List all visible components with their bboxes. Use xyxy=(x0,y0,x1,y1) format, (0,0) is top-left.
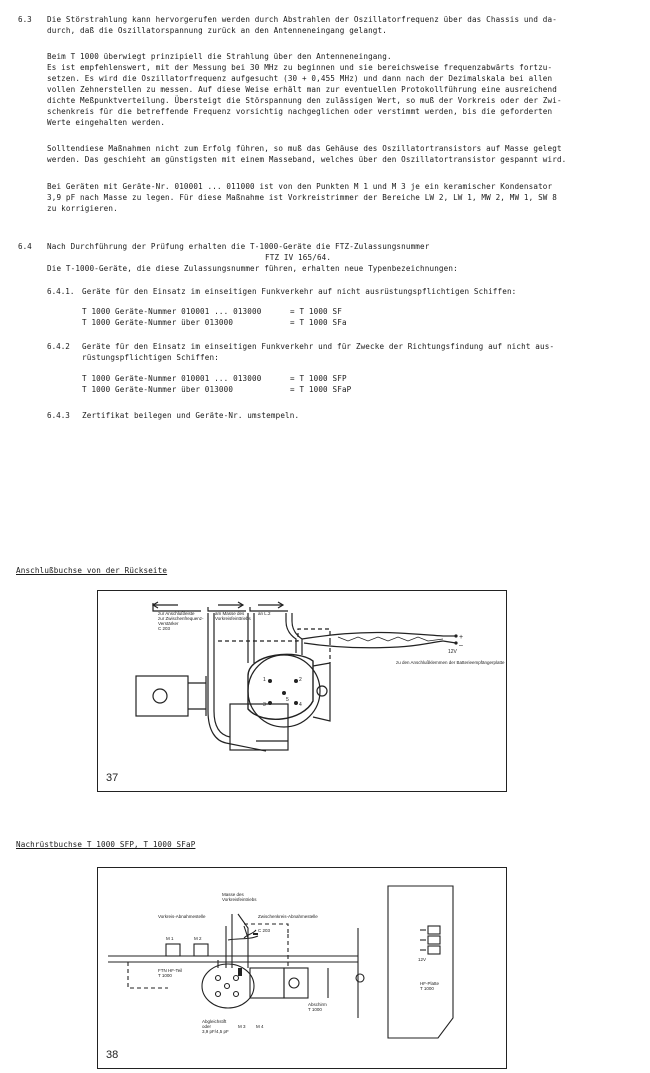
type-row-right: = T 1000 SFa xyxy=(290,318,347,327)
subsection-text: Zertifikat beilegen und Geräte-Nr. umstempeln. xyxy=(82,411,300,420)
figure-37 xyxy=(97,590,507,792)
fig37-pin: 3 xyxy=(263,702,266,708)
fig38-label-top: Vorkreisfeintriebs xyxy=(222,897,257,902)
fig37-label-wire: zu den Anschlußklemmen der Batterieempfängerplatte xyxy=(396,660,505,665)
paragraph-line: Nach Durchführung der Prüfung erhalten die T-1000-Geräte die FTZ-Zulassungsnummer xyxy=(47,242,430,251)
fig38-label-top: Masse des xyxy=(222,892,244,897)
ftz-number: FTZ IV 165/64. xyxy=(265,253,332,262)
fig38-ftn: T 1000 xyxy=(158,973,172,978)
type-row-left: T 1000 Geräte-Nummer über 013000 xyxy=(82,385,234,394)
fig37-label-left: zur Anschlußleiste xyxy=(158,611,195,616)
subsection-number-6-4-2: 6.4.2 xyxy=(47,342,70,351)
fig38-m4: M 4 xyxy=(256,1024,264,1029)
fig38-m1: M 1 xyxy=(166,936,174,941)
fig37-pin: 4 xyxy=(299,702,302,708)
fig37-pin: 5 xyxy=(286,697,289,703)
type-row-right: = T 1000 SFP xyxy=(290,374,347,383)
paragraph-line: Werte eingehalten werden. xyxy=(47,118,166,127)
fig37-label-left: zur Zwischenfrequenz- xyxy=(158,616,204,621)
fig37-pin: 1 xyxy=(263,677,266,683)
subsection-text: rüstungspflichtigen Schiffen: xyxy=(82,353,219,362)
type-row-right: = T 1000 SF xyxy=(290,307,342,316)
paragraph-line: Es ist empfehlenswert, mit der Messung bei 30 MHz zu beginnen und sie bereichsweise frequenzabwärts fortzu- xyxy=(47,63,553,72)
fig38-panel-volt: 12V xyxy=(418,957,427,962)
paragraph-line: Die T-1000-Geräte, die diese Zulassungsnummer führen, erhalten neue Typenbezeichnungen: xyxy=(47,264,458,273)
fig37-label-left: Verstärker xyxy=(158,621,179,626)
type-row-left: T 1000 Geräte-Nummer 010001 ... 013000 xyxy=(82,374,262,383)
subsection-text: Geräte für den Einsatz im einseitigen Funkverkehr und für Zwecke der Richtungsfindung auf nicht aus- xyxy=(82,342,555,351)
paragraph-line: dichte Meßpunktverteilung. Übersteigt die Störspannung den zulässigen Wert, so muß der Vorkreis oder der Zwi- xyxy=(47,96,562,105)
figure-37-number: 37 xyxy=(106,772,119,784)
subsection-number-6-4-3: 6.4.3 xyxy=(47,411,70,420)
paragraph-line: 3,9 pF nach Masse zu legen. Für diese Maßnahme ist Vorkreistrimmer der Bereiche LW 2, LW 1, MW 2, MW 1, SW 8 xyxy=(47,193,557,202)
paragraph-line: Beim T 1000 überwiegt prinzipiell die Strahlung über den Antenneneingang. xyxy=(47,52,392,61)
figure-37-heading: Anschlußbuchse von der Rückseite xyxy=(16,566,168,575)
type-row-left: T 1000 Geräte-Nummer über 013000 xyxy=(82,318,234,327)
fig38-panel-label: HF-Platte xyxy=(420,981,440,986)
fig37-minus: – xyxy=(459,642,463,649)
fig38-ftn: FTN HF-Teil xyxy=(158,968,183,973)
paragraph-line: zu korrigieren. xyxy=(47,204,118,213)
fig38-label-zf: Zwischenkreis-Abnahmestelle xyxy=(258,914,318,919)
paragraph-line: schenkreis für die betreffende Frequenz vorsichtig nachgeglichen oder verstimmt werden, bis die geforderten xyxy=(47,107,553,116)
section-number-6-3: 6.3 xyxy=(18,15,32,24)
paragraph-line: vollen Zehnerstellen zu messen. Auf diese Weise erhält man zur eventuellen Protokollführung eine ausreichend xyxy=(47,85,557,94)
fig37-label-mid: am Masse des xyxy=(215,611,245,616)
fig37-label-right: an L.2 xyxy=(258,611,271,616)
subsection-text: Geräte für den Einsatz im einseitigen Funkverkehr auf nicht ausrüstungspflichtigen Schiffen: xyxy=(82,287,517,296)
fig38-abs: T 1000 xyxy=(308,1007,322,1012)
fig38-abs: Abschirm xyxy=(308,1002,327,1007)
type-row-left: T 1000 Geräte-Nummer 010001 ... 013000 xyxy=(82,307,262,316)
fig37-pin: 2 xyxy=(299,677,302,683)
fig38-bottom: 3,9 pF/4,5 pF xyxy=(202,1029,229,1034)
fig38-bottom: Abgleichstift xyxy=(202,1019,227,1024)
fig38-panel-label: T 1000 xyxy=(420,986,434,991)
figure-38-number: 38 xyxy=(106,1049,119,1061)
paragraph-line: Bei Geräten mit Geräte-Nr. 010001 ... 011000 ist von den Punkten M 1 und M 3 je ein keramischer Kondensator xyxy=(47,182,553,191)
fig37-label-mid: Vorkreisfeinttriebs xyxy=(215,616,251,621)
paragraph-line: durch, daß die Oszillatorspannung zurück an den Antenneneingang gelangt. xyxy=(47,26,387,35)
type-row-right: = T 1000 SFaP xyxy=(290,385,352,394)
subsection-number-6-4-1: 6.4.1. xyxy=(47,287,75,296)
fig37-label-left: C 203 xyxy=(158,626,171,631)
fig38-m3: M 3 xyxy=(238,1024,246,1029)
fig37-plus: + xyxy=(459,634,464,641)
figure-38-heading: Nachrüstbuchse T 1000 SFP, T 1000 SFaP xyxy=(16,840,196,849)
paragraph-line: Die Störstrahlung kann hervorgerufen werden durch Abstrahlen der Oszillatorfrequenz über das Chassis und da- xyxy=(47,15,557,24)
paragraph-line: setzen. Es wird die Oszillatorfrequenz aufgesucht (30 + 0,455 MHz) und dann nach der Dezimalskala bei allen xyxy=(47,74,553,83)
fig38-m2: M 2 xyxy=(194,936,202,941)
fig38-label-left: Vorkreis-Abnahmestelle xyxy=(158,914,206,919)
fig38-c203: C 203 xyxy=(258,928,271,933)
paragraph-line: Solltendiese Maßnahmen nicht zum Erfolg führen, so muß das Gehäuse des Oszillatortransistors auf Masse gelegt xyxy=(47,144,562,153)
figure-38 xyxy=(97,867,507,1069)
paragraph-line: werden. Das geschieht am günstigsten mit einem Masseband, welches über den Oszillatortransistor gespannt wird. xyxy=(47,155,567,164)
fig37-volt: 12V xyxy=(448,649,457,655)
fig38-bottom: oder xyxy=(202,1024,212,1029)
section-number-6-4: 6.4 xyxy=(18,242,32,251)
